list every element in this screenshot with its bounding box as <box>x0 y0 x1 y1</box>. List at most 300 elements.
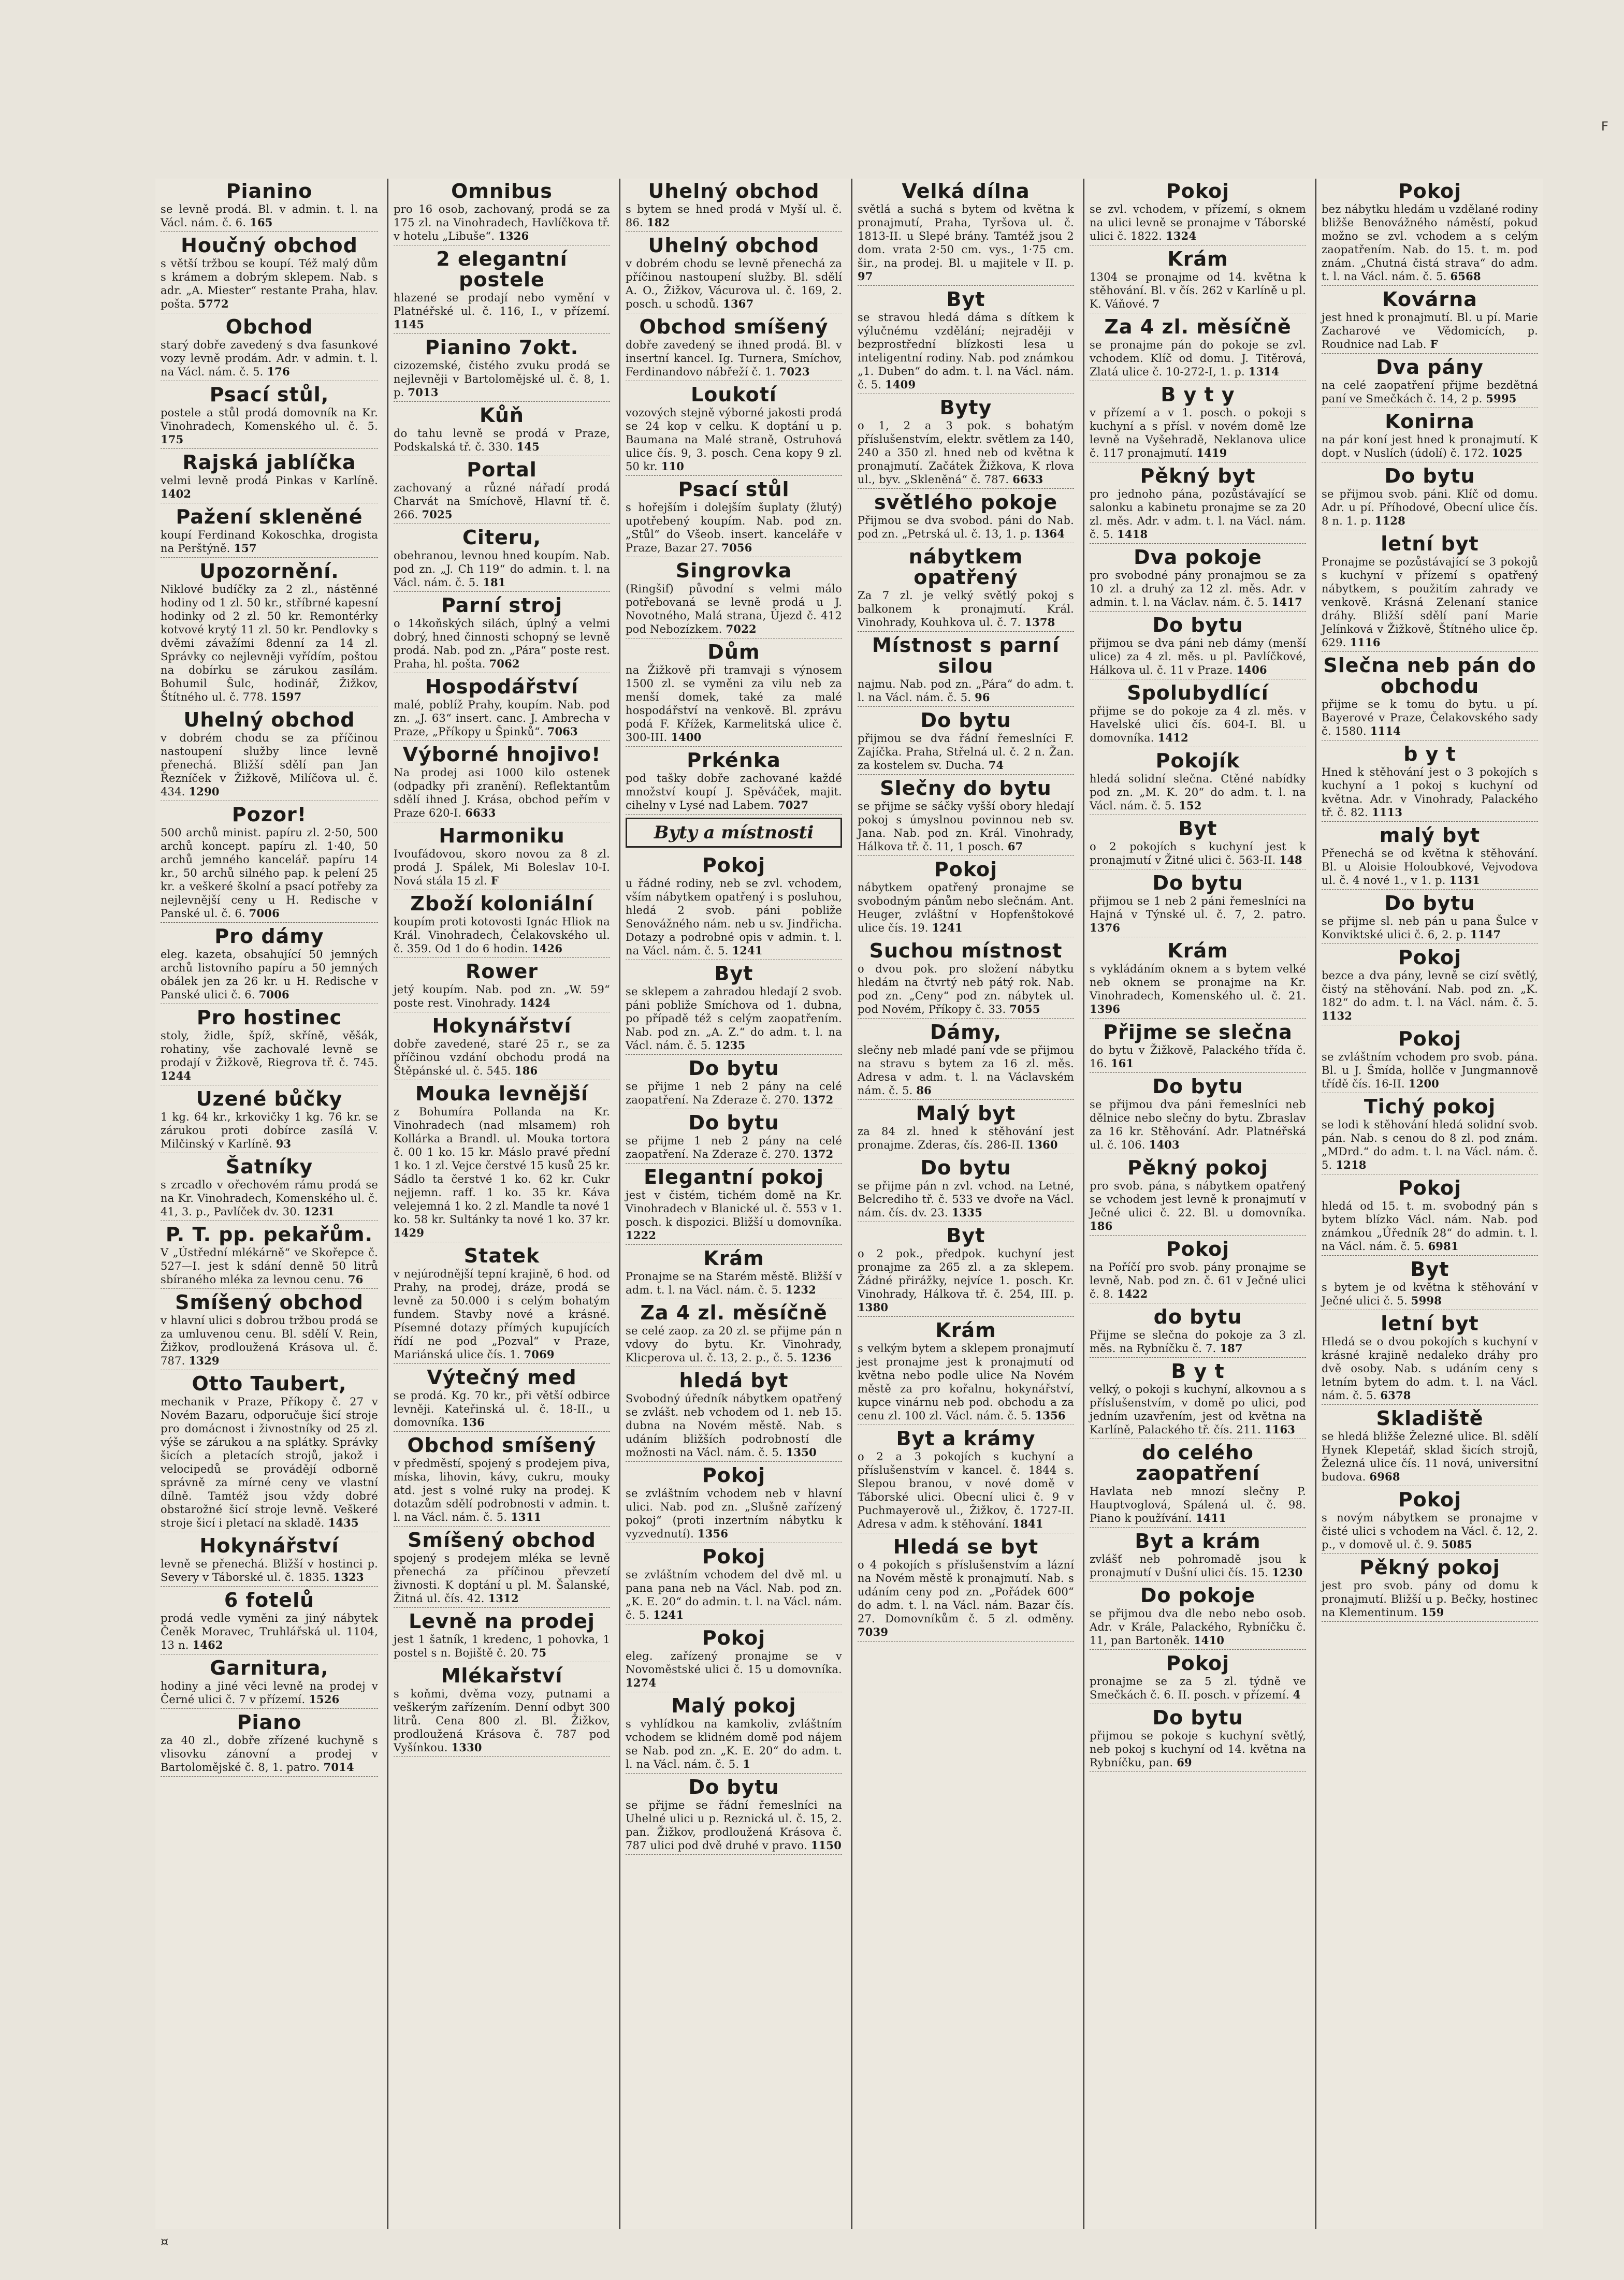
ad-body <box>858 589 1074 629</box>
ad-body <box>858 1450 1074 1531</box>
ad-body <box>1090 840 1306 867</box>
ad-heading: Pokojík <box>1155 749 1240 772</box>
ad-number: 1396 <box>1090 1003 1121 1015</box>
ad-text: se přijme se sáčky vyšší obory hledají pokoj s úmyslnou povinnou neb sv. Jana. Nab. pod zn. Král. Vinohrady, Hálkova tř. č. 11, 1 posch. <box>858 800 1074 853</box>
ad-body <box>1322 1199 1538 1253</box>
ad-body <box>626 1392 842 1459</box>
ad-number: 86 <box>916 1084 932 1097</box>
classified-ad <box>394 1015 610 1080</box>
classified-ad <box>1322 357 1538 408</box>
ad-heading: Pokoj <box>934 858 998 881</box>
ad-number: 5998 <box>1411 1294 1442 1307</box>
ad-heading: Výtečný med <box>427 1366 577 1389</box>
ad-body <box>394 291 610 331</box>
ad-number: 1426 <box>531 942 563 955</box>
ad-body <box>858 1558 1074 1639</box>
ad-heading: Mouka levnější <box>415 1082 589 1105</box>
ad-number: 1147 <box>1470 928 1501 941</box>
classified-ad <box>1322 1313 1538 1405</box>
ad-text: se zvláštním vchodem del dvě ml. u pana pana neb na Václ. Nab. pod zn. „K. E. 20“ do admin. t. l. na Václ. nám. č. 5. <box>626 1569 842 1621</box>
classified-ad <box>626 1302 842 1367</box>
ad-body <box>626 877 842 957</box>
ad-text: koupí Ferdinand Kokoschka, drogista na Perštýně. <box>161 529 378 555</box>
classified-ad <box>394 405 610 456</box>
ad-number: 1163 <box>1264 1423 1296 1436</box>
ad-text: zachovaný a různé nářadí prodá Charvát na Smíchově, Hlavní tř. č. 266. <box>394 482 610 521</box>
ad-number: 1330 <box>451 1741 482 1754</box>
ad-number: 1326 <box>498 229 529 242</box>
ad-number: 6378 <box>1380 1389 1411 1402</box>
classified-ad <box>1090 1022 1306 1073</box>
ad-number: 1424 <box>519 996 550 1009</box>
ad-number: 7023 <box>779 365 810 378</box>
ad-body <box>1090 338 1306 379</box>
ad-heading: 6 fotelů <box>224 1589 315 1611</box>
ad-body <box>1090 1260 1306 1301</box>
ad-text: slečny neb mladé paní vde se přijmou na stravu s bytem za 16 zl. měs. Adresa v adm. t. l. na Václavském nám. č. 5. <box>858 1044 1074 1097</box>
ad-text: se zvláštním vchodem pro svob. pána. Bl. u J. Šmída, hollče v Jungmannově třídě čís. 16-II. <box>1322 1051 1538 1090</box>
ad-text: o 2 pokojích s kuchyní jest k pronajmutí v Žitné ulici č. 563-II. <box>1090 840 1306 866</box>
classified-ad <box>626 384 842 476</box>
ad-body <box>161 474 378 501</box>
ad-heading: do celého zaopatření <box>1136 1441 1260 1485</box>
ad-body <box>1322 765 1538 819</box>
ad-body <box>626 501 842 555</box>
classified-ad <box>394 1665 610 1757</box>
ad-number: 157 <box>234 542 257 555</box>
ad-number: 1290 <box>189 785 220 798</box>
ad-number: 1312 <box>488 1592 519 1605</box>
ad-body <box>394 549 610 589</box>
classified-ad <box>858 710 1074 775</box>
ad-number: 1372 <box>803 1093 834 1106</box>
ad-text: v přízemí a v 1. posch. o pokoji s kuchyní a s přísl. v novém domě lze levně na Vyšehradě, Neklanova ulice č. 117 pronajmutí. <box>1090 406 1306 459</box>
ad-heading: Rajská jablíčka <box>182 451 356 474</box>
ad-number: 67 <box>1007 840 1023 853</box>
classified-ad <box>394 1530 610 1608</box>
ad-body <box>394 359 610 399</box>
ad-body <box>161 1110 378 1151</box>
ad-heading: Pokoj <box>702 1464 766 1487</box>
classified-ad <box>1090 384 1306 462</box>
classified-ad <box>394 825 610 890</box>
ad-number: 175 <box>161 433 184 446</box>
ad-number: 165 <box>250 216 273 229</box>
ad-heading: Pokoj <box>1398 180 1462 202</box>
ad-body <box>1090 704 1306 745</box>
classified-ad <box>626 1248 842 1299</box>
classified-ad <box>858 1103 1074 1154</box>
ad-text: Havlata neb mnozí slečny P. Hauptvoglová, Spálená ul. č. 98. Piano k používání. <box>1090 1485 1306 1524</box>
ad-text: s vykládáním oknem a s bytem velké neb oknem se pronajme na Kr. Vinohradech, Komenského ul. č. 21. <box>1090 963 1306 1002</box>
ad-text: se celé zaop. za 20 zl. se přijme pán n vdovy do bytu. Kr. Vinohrady, Klicperova ul. č. 13, 2. p., č. 5. <box>626 1325 842 1364</box>
classified-ad <box>1090 1585 1306 1650</box>
ad-heading: Malý pokoj <box>671 1694 796 1717</box>
ad-number: 182 <box>646 216 670 229</box>
classified-ad <box>626 1465 842 1543</box>
ad-text: velký, o pokoji s kuchyní, alkovnou a s příslušenstvím, v domě po ulici, pod jedním uzavřením, jest od května na Karlíně, Palackého tř. čís. 211. <box>1090 1383 1306 1436</box>
ad-text: hledá od 15. t. m. svobodný pán s bytem blízko Václ. nám. Nab. pod známkou „Úředník 28“ do admin. t. l. na Václ. nám. č. 5. <box>1322 1200 1538 1253</box>
classified-ad <box>1090 1157 1306 1236</box>
ad-text: o 4 pokojích s příslušenstvím a lázní na Novém městě k pronajmutí. Nab. s udáním ceny pod zn. „Pořádek 600“ do adm. t. l. na Václ. nám. Bazar čís. 27. Domovníkům č. 5 zl. odměny. <box>858 1559 1074 1625</box>
ad-body <box>394 617 610 671</box>
ad-heading: Do bytu <box>1384 464 1475 487</box>
ad-body <box>858 202 1074 283</box>
ad-number: 1230 <box>1272 1566 1303 1579</box>
classified-ad <box>858 289 1074 394</box>
classified-ad <box>161 561 378 706</box>
newspaper-page <box>155 179 1543 2229</box>
ad-text: hodiny a jiné věci levně na prodej v Černé ulici č. 7 v přízemí. <box>161 1680 378 1706</box>
ad-text: spojený s prodejem mléka se levně přenechá za příčinou převzetí živnosti. K doptání u pl. M. Šalanské, Žitná ul. čís. 42. <box>394 1552 610 1605</box>
ad-heading: Výborné hnojivo! <box>402 743 601 766</box>
ad-number: 1329 <box>189 1354 220 1367</box>
ad-body <box>858 732 1074 772</box>
classified-ad <box>394 1435 610 1527</box>
ad-text: Přijmou se dva svobod. páni do Nab. pod zn. „Petrská ul. č. 13, 1. p. <box>858 514 1074 540</box>
classified-ad <box>161 384 378 449</box>
classified-ad <box>1090 750 1306 815</box>
ad-heading: Psací stůl, <box>209 383 329 406</box>
ad-text: přijmou se dva řádní řemeslníci F. Zajíčka. Praha, Střelná ul. č. 2 n. Žan. za kostelem sv. Ducha. <box>858 732 1074 772</box>
ad-number: 6981 <box>1428 1240 1459 1253</box>
ad-text: na Poříčí pro svob. pány pronajme se levně, Nab. pod zn. č. 61 v Ječné ulici č. 8. <box>1090 1261 1306 1300</box>
column-1 <box>155 179 383 2229</box>
corner-mark: F <box>1601 119 1608 134</box>
ad-heading: Zboží koloniální <box>410 892 593 915</box>
ad-number: 1274 <box>626 1676 657 1689</box>
ad-text: za 40 zl., dobře zřízené kuchyně s vlisovku zánovní a prodej v Bartolomějské č. 8, 1. patro. <box>161 1734 378 1774</box>
ad-body <box>394 1457 610 1524</box>
ad-text: jest v čistém, tichém domě na Kr. Vinohradech v Blanické ul. č. 553 v 1. posch. k dispozici. Bližší u domovníka. <box>626 1189 842 1228</box>
ad-body <box>626 406 842 473</box>
classified-ad <box>394 744 610 822</box>
ad-body <box>626 1188 842 1242</box>
ad-body <box>394 766 610 820</box>
ad-text: světlá a suchá s bytem od května k pronajmutí, Praha, Tyršova ul. č. 1813-II. u Slepé brány. Tamtéž jsou 2 dom. vrata 2·50 cm. vys., 1·75 cm. šir., na prodej. Bl. u majitele v II. p. <box>858 203 1074 269</box>
ad-heading: malý byt <box>1379 824 1481 847</box>
ad-heading: Obchod smíšený <box>639 315 829 338</box>
ad-text: se sklepem a zahradou hledají 2 svob. páni pobliže Smíchova od 1. dubna, po případě též s celým zaopatřením. Nab. pod zn. „A. Z.“ do adm. t. l. na Václ. nám. č. 5. <box>626 985 842 1052</box>
ad-text: hlazené se prodají nebo vymění v Platnéřské ul. č. 116, I., v přízemí. <box>394 292 610 317</box>
ad-body <box>1322 555 1538 649</box>
ad-number: 74 <box>988 759 1004 772</box>
ad-body <box>858 1247 1074 1314</box>
classified-ad <box>1090 1707 1306 1772</box>
ad-body <box>394 1551 610 1605</box>
ad-text: jetý koupím. Nab. pod zn. „W. 59“ poste rest. Vinohrady. <box>394 983 610 1009</box>
ad-heading: Šatníky <box>225 1155 313 1178</box>
ad-number: 1231 <box>303 1205 335 1218</box>
ad-body <box>1322 1118 1538 1172</box>
ad-body <box>161 1178 378 1218</box>
classified-ad <box>161 926 378 1004</box>
ad-text: eleg. zařízený pronajme se v Novoměstské ulici č. 15 u domovníka. <box>626 1650 842 1676</box>
ad-number: 1241 <box>932 921 963 934</box>
classified-ad <box>1090 873 1306 937</box>
classified-ad <box>858 1320 1074 1425</box>
ad-body <box>858 514 1074 541</box>
classified-ad <box>161 506 378 558</box>
ad-number: 1235 <box>715 1039 746 1052</box>
ad-body <box>1322 487 1538 528</box>
classified-ad <box>394 181 610 245</box>
ad-body <box>394 847 610 888</box>
ad-text: jest pro svob. pány od domu k pronajmutí. Bližší u p. Bečky, hostinec na Klementinum. <box>1322 1579 1538 1619</box>
classified-ad <box>1090 1306 1306 1358</box>
classified-ad <box>161 1156 378 1221</box>
ad-body <box>1090 487 1306 541</box>
ad-text: se přijmou dva dle nebo nebo osob. Adr. v Krále, Palackého, Rybníčku č. 11, pan Bartoněk. <box>1090 1607 1306 1647</box>
ad-heading: Do bytu <box>1152 1706 1243 1729</box>
ad-heading: Byt <box>946 288 985 311</box>
ad-body <box>394 427 610 454</box>
ad-number: 1241 <box>653 1608 684 1621</box>
ad-body <box>626 257 842 311</box>
ad-body <box>1322 847 1538 887</box>
ad-number: 7025 <box>422 508 453 521</box>
ad-number: 1462 <box>192 1638 223 1651</box>
ad-text: se zvl. vchodem, v přízemí, s oknem na ulici levně se pronajme v Táborské ulici č. 1822. <box>1090 203 1306 242</box>
ad-text: do bytu v Žižkově, Palackého třída č. 16. <box>1090 1044 1306 1070</box>
ad-body <box>161 583 378 704</box>
ad-heading: nábytkem opatřený <box>908 545 1023 589</box>
ad-text: o dvou pok. pro složení nábytku hledám na čtvrtý neb pátý rok. Nab. pod zn. „Ceny“ pod zn. nábytek ul. pod Novém, Příkopy č. 33. <box>858 963 1074 1015</box>
classified-ad <box>858 1225 1074 1317</box>
classified-ad <box>1090 1076 1306 1154</box>
ad-number: 152 <box>1179 799 1202 812</box>
ad-text: za 84 zl. hned k stěhování jest pronajme. Zderas, čís. 286-II. <box>858 1125 1074 1151</box>
ad-heading: Pěkný pokoj <box>1359 1556 1500 1579</box>
ad-body <box>394 915 610 955</box>
classified-ad <box>1090 682 1306 747</box>
ad-body <box>1090 1179 1306 1233</box>
ad-body <box>1322 1281 1538 1308</box>
classified-ad <box>858 181 1074 286</box>
ad-text: v dobrém chodu se za příčinou nastoupení služby lince levně přenechá. Bližší sdělí pan Jan Řezníček v Žižkově, Milíčova ul. č. 434. <box>161 732 378 798</box>
ad-text: koupím proti kotovosti Ignác Hliok na Král. Vinohradech, Čelakovského ul. č. 359. Od 1 do 6 hodin. <box>394 916 610 955</box>
ad-heading: Skladiště <box>1376 1407 1484 1430</box>
ad-body <box>1322 379 1538 405</box>
classified-ad <box>1322 947 1538 1025</box>
ad-heading: Uhelný obchod <box>648 234 820 257</box>
classified-ad <box>161 709 378 801</box>
ad-body <box>161 1395 378 1530</box>
ad-heading: Byt <box>1410 1258 1449 1281</box>
ad-text: najmu. Nab. pod zn. „Pára“ do adm. t. l. na Václ. nám. č. 5. <box>858 678 1074 704</box>
ad-body <box>161 338 378 379</box>
classified-ad <box>626 1695 842 1774</box>
ad-text: zvlášť neb pohromadě jsou k pronajmutí v Dušní ulici čís. 15. <box>1090 1553 1306 1579</box>
ad-number: 69 <box>1177 1756 1192 1769</box>
ad-number: 7027 <box>778 798 809 811</box>
ad-body <box>1322 1511 1538 1551</box>
ad-text: se přijme pán n zvl. vchod. na Letné, Belcrediho tř. č. 533 ve dvoře na Václ. nám. čís. dv. 23. <box>858 1180 1074 1219</box>
ad-number: 1412 <box>1157 731 1188 744</box>
ad-number: 181 <box>483 576 506 589</box>
classified-ad <box>394 595 610 673</box>
classified-ad <box>1322 1178 1538 1256</box>
ad-heading: B y t <box>1171 1360 1225 1383</box>
ad-heading: Omnibus <box>451 180 553 202</box>
ad-heading: Pokoj <box>1398 1027 1462 1050</box>
ad-heading: Loukotí <box>691 383 777 406</box>
ad-text: s vyhlídkou na kamkoliv, zvláštním vchodem se klidném domě pod nájem se Nab. pod zn. „K. E. 20“ do adm. t. l. na Václ. nám. č. 5. <box>626 1718 842 1770</box>
ad-heading: Uhelný obchod <box>183 708 355 731</box>
ad-heading: Pro dámy <box>214 925 324 948</box>
ad-heading: Pokoj <box>1166 1652 1230 1675</box>
ad-body <box>394 481 610 521</box>
ad-body <box>858 311 1074 391</box>
ad-text: přijme se do pokoje za 4 zl. měs. v Havelské ulici čís. 604-I. Bl. u domovníka. <box>1090 705 1306 744</box>
classified-ad <box>161 1007 378 1085</box>
ad-heading: Smíšený obchod <box>175 1291 364 1314</box>
classified-ad <box>1090 1531 1306 1582</box>
column-2 <box>387 179 615 2229</box>
ad-body <box>1090 202 1306 243</box>
classified-ad <box>1090 466 1306 544</box>
ad-heading: Statek <box>463 1244 540 1267</box>
classified-ad <box>1322 181 1538 286</box>
classified-ad <box>161 1292 378 1370</box>
classified-ad <box>858 940 1074 1019</box>
ad-number: 1429 <box>394 1226 425 1239</box>
classified-ad <box>394 676 610 741</box>
ad-number: 1372 <box>803 1148 834 1160</box>
ad-number: 1128 <box>1374 514 1405 527</box>
ad-text: o 2 pok., předpok. kuchyní jest pronajme za 265 zl. a za sklepem. Žádné přirážky, nejvíce 1. posch. Kr. Vinohrady, Hálkova tř. č. 254, III. p. <box>858 1247 1074 1300</box>
ad-heading: Hledá se byt <box>893 1535 1039 1558</box>
ad-heading: Pokoj <box>1166 1238 1230 1260</box>
classified-ad <box>1322 655 1538 740</box>
ad-heading: Kůň <box>480 404 524 427</box>
ad-body <box>1090 772 1306 812</box>
ad-number: 7013 <box>408 386 439 399</box>
ad-heading: b y t <box>1403 743 1456 765</box>
ad-text: přijmou se pokoje s kuchyní světlý, neb pokoj s kuchyní od 14. května na Rybníčku, pan. <box>1090 1730 1306 1769</box>
ad-text: vozových stejně výborné jakosti prodá se 24 kop v celku. K doptání u p. Baumana na Malé straně, Ostruhová ulice čís. 9, 3. posch. Cena kopy 9 zl. 50 kr. <box>626 406 842 473</box>
ad-text: přijme se k tomu do bytu. u pí. Bayerové v Praze, Čelakovského sady č. 1580. <box>1322 698 1538 737</box>
ad-body <box>1090 1607 1306 1647</box>
ad-body <box>626 1324 842 1364</box>
ad-body <box>1090 1675 1306 1702</box>
ad-text: pronajme se za 5 zl. týdně ve Smečkách č. 6. II. posch. v přízemí. <box>1090 1675 1306 1701</box>
ad-text: Niklové budíčky za 2 zl., nástěnné hodiny od 1 zl. 50 kr., stříbrné kapesní hodinky od 2 zl. 50 kr. Remontérky kotvové krytý 11 zl. 50 kr. Pendlovky s dvěmi závažími 8denní za 14 zl. Správky co nejlevněji vyřídím, poštou na dobírku se zárukou zasílám. Bohumil Šulc, hodinář, Žižkov, Štítného ul. č. 778. <box>161 583 378 703</box>
ad-text: s hořejším i dolejším šuplaty (žlutý) upotřebený koupím. Nab. pod zn. „Stůl“ do Všeob. insert. kanceláře v Praze, Bazar 27. <box>626 501 842 554</box>
ad-body <box>161 1679 378 1706</box>
ad-number: 1367 <box>723 297 754 310</box>
column-3 <box>619 179 847 2229</box>
classified-ad <box>626 316 842 381</box>
ad-heading: Pokoj <box>702 854 766 877</box>
ad-heading: Pianino <box>226 180 313 202</box>
classified-ad <box>626 560 842 638</box>
ad-number: 176 <box>267 365 290 378</box>
classified-ad <box>1322 1489 1538 1554</box>
classified-ad <box>1090 1239 1306 1303</box>
ad-text: se lodi k stěhování hledá solidní svob. pán. Nab. s cenou do 8 zl. pod znám. „MDrd.“ do adm. t. l. na Václ. nám. č. 5. <box>1322 1119 1538 1171</box>
classified-ad <box>1322 533 1538 652</box>
ad-text: 1304 se pronajme od 14. května k stěhování. Bl. v čís. 262 v Karlíně u pl. K. Váňové. <box>1090 271 1306 310</box>
ad-number: 1323 <box>333 1571 364 1584</box>
ad-body <box>1090 1328 1306 1355</box>
ad-text: pro 16 osob, zachovaný, prodá se za 175 zl. na Vinohradech, Havlíčkova tř. v hotelu „Libuše“. <box>394 203 610 242</box>
ad-body <box>626 1798 842 1852</box>
ad-body <box>161 257 378 311</box>
ad-body <box>161 528 378 555</box>
ad-body <box>161 1734 378 1774</box>
ad-heading: Piano <box>237 1711 302 1734</box>
ad-text: hledá solidní slečna. Ctěné nabídky pod zn. „M. K. 20“ do adm. t. l. na Václ. nám. č. 5. <box>1090 773 1306 812</box>
ad-number: 1324 <box>1166 229 1197 242</box>
ad-text: se přijme 1 neb 2 pány na celé zaopatření. Na Zderaze č. 270. <box>626 1135 842 1160</box>
classified-ad <box>1090 316 1306 381</box>
ad-heading: Byt a krámy <box>896 1427 1036 1450</box>
ad-heading: Pokoj <box>1398 1488 1462 1511</box>
classified-ad <box>1090 615 1306 679</box>
ad-text: na pár koní jest hned k pronajmutí. K dopt. v Nuslích (údolí) č. 172. <box>1322 433 1538 459</box>
ad-text: se přijme se řádní řemeslníci na Uhelné ulici u p. Reznická ul. č. 15, 2. pan. Žižkov, prodloužená Krásova č. 787 ulici pod dvě druhé v pravo. <box>626 1799 842 1852</box>
ad-body <box>1322 433 1538 460</box>
ad-text: v dobrém chodu se levně přenechá za příčinou nastoupení služby. Bl. sdělí A. O., Žižkov, Vácurova ul. č. 169, 2. posch. u schodů. <box>626 257 842 310</box>
ad-text: se přijmou svob. páni. Klíč od domu. Adr. u pí. Příhodové, Obecní ulice čís. 8 n. 1. p. <box>1322 488 1538 527</box>
ad-number: 1314 <box>1248 365 1280 378</box>
ad-body <box>626 1270 842 1297</box>
ad-number: 1376 <box>1090 921 1121 934</box>
ad-number: 7039 <box>858 1625 889 1638</box>
classified-ad <box>858 1157 1074 1222</box>
ad-heading: Krám <box>1167 939 1228 962</box>
ad-number: 5085 <box>1441 1538 1472 1551</box>
classified-ad <box>161 181 378 232</box>
ad-heading: světlého pokoje <box>874 491 1057 514</box>
ad-text: v hlavní ulici s dobrou tržbou prodá se za umluvenou cenu. Bl. sdělí V. Rein, Žižkov, prodloužená Krásova ul. č. 787. <box>161 1314 378 1367</box>
ad-body <box>858 1179 1074 1219</box>
ad-text: s bytem se hned prodá v Myší ul. č. 86. <box>626 203 842 229</box>
ad-body <box>161 1246 378 1286</box>
ad-number: 5772 <box>198 297 229 310</box>
ad-text: postele a stůl prodá domovník na Kr. Vinohradech, Komenského ul. č. 5. <box>161 406 378 432</box>
classified-ad <box>1322 825 1538 890</box>
ad-number: 75 <box>531 1646 547 1659</box>
ad-text: Pronajme se na Starém městě. Bližší v adm. t. l. na Václ. nám. č. 5. <box>626 1270 842 1296</box>
ad-text: (Ringšif) původní s velmi málo potřebovaná se levně prodá u J. Novotného, Malá strana, Újezd č. 412 pod Nebozízkem. <box>626 583 842 635</box>
ad-heading: Za 4 zl. měsíčně <box>1104 315 1292 338</box>
classified-ad <box>858 1428 1074 1533</box>
ad-body <box>1090 1098 1306 1152</box>
ad-body <box>626 202 842 229</box>
ad-text: v předměstí, spojený s prodejem piva, míska, lihovin, kávy, cukru, mouky atd. jest s volné ruky na prodej. K dotazům sdělí podrobnosti v admin. t. l. na Václ. nám. č. 5. <box>394 1457 610 1523</box>
ad-number: 187 <box>1220 1342 1243 1355</box>
classified-ad <box>394 1367 610 1432</box>
classified-ad <box>161 1373 378 1532</box>
ad-number: 1360 <box>1027 1138 1058 1151</box>
ad-heading: Do bytu <box>688 1057 779 1080</box>
ad-body <box>1090 569 1306 609</box>
ad-number: 4 <box>1293 1688 1301 1701</box>
ad-number: 7014 <box>323 1761 354 1774</box>
ad-body <box>1090 1043 1306 1070</box>
ad-body <box>1322 698 1538 738</box>
ad-body <box>1322 1050 1538 1091</box>
classified-ad <box>161 804 378 923</box>
classified-ad <box>626 235 842 313</box>
ad-text: Hledá se o dvou pokojích s kuchyní v krásné krajině nedaleko dráhy pro dvě osoby. Nab. s udáním ceny s letním bytem do adm. t. l. na Václ. nám. č. 5. <box>1322 1335 1538 1402</box>
classified-ad <box>626 181 842 232</box>
ad-heading: Pokoj <box>1398 946 1462 969</box>
classified-ad <box>626 1370 842 1462</box>
ad-number: 7006 <box>258 988 289 1001</box>
